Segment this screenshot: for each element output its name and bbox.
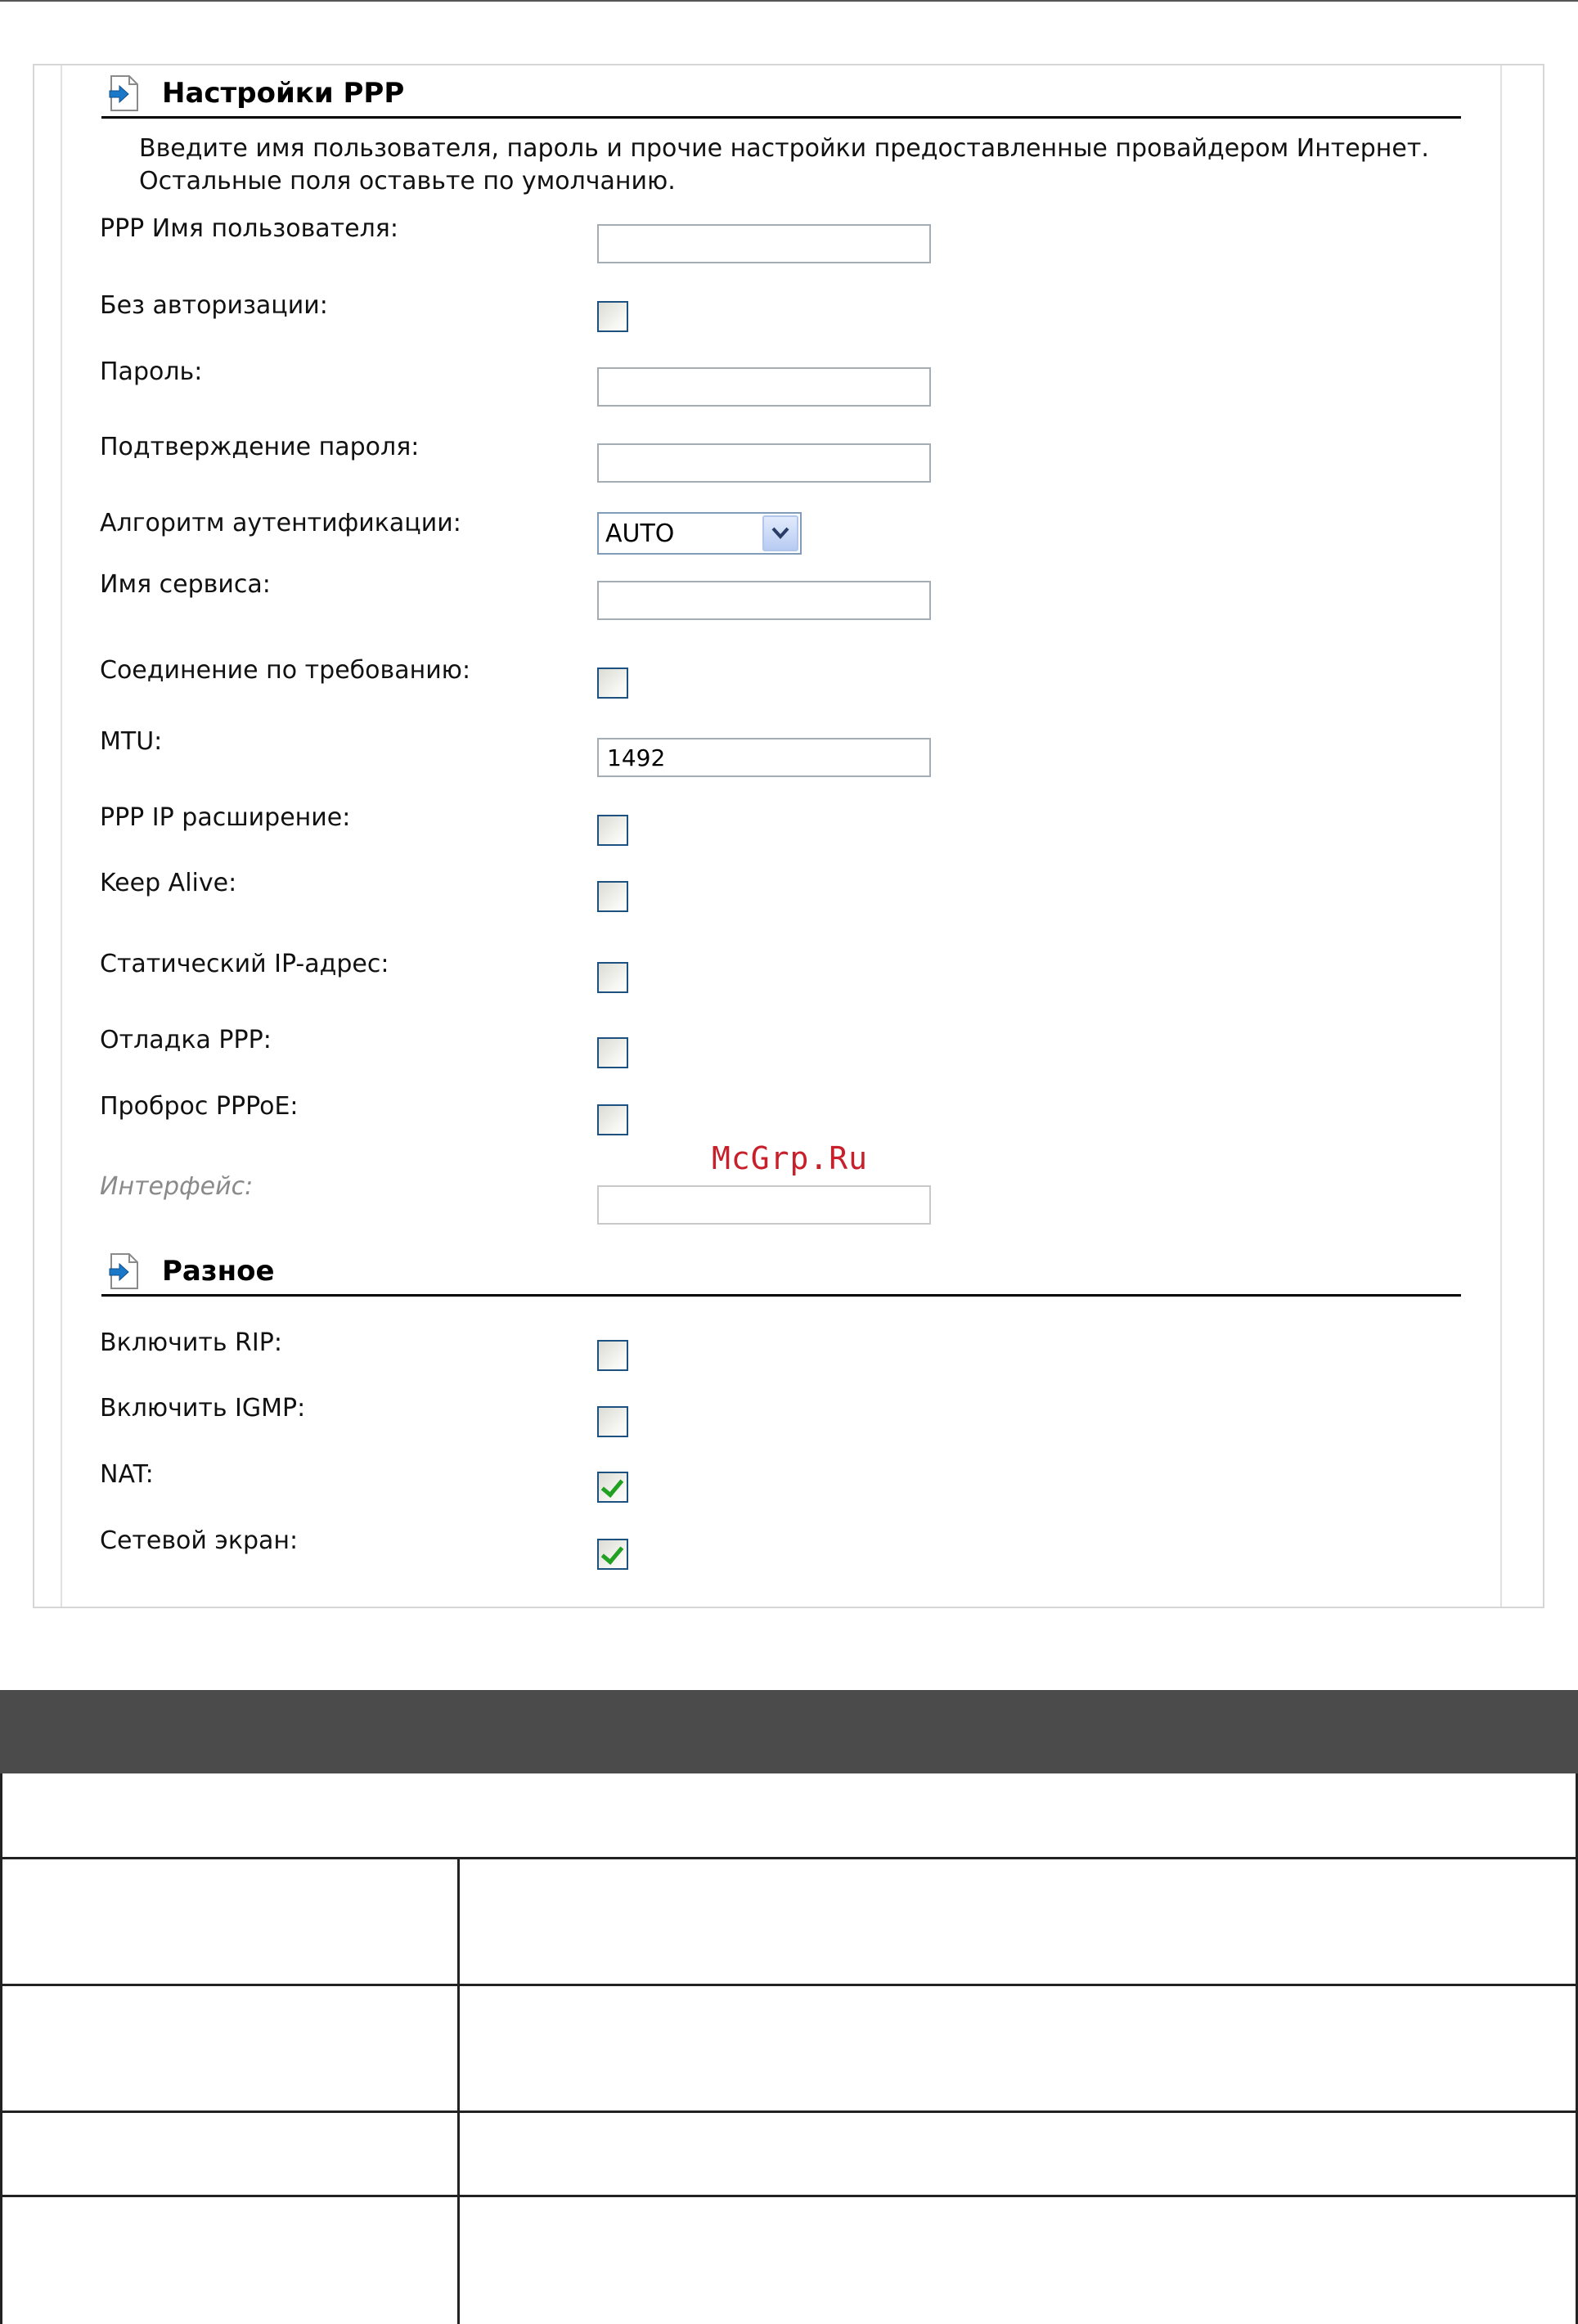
keep-alive-label: Keep Alive:: [100, 869, 237, 897]
password-confirm-label: Подтверждение пароля:: [100, 433, 420, 461]
enable-rip-label: Включить RIP:: [100, 1328, 282, 1357]
auth-algorithm-label: Алгоритм аутентификации:: [100, 509, 461, 537]
firewall-label: Сетевой экран:: [100, 1526, 299, 1555]
watermark: McGrp.Ru: [712, 1140, 869, 1176]
keep-alive-checkbox[interactable]: [597, 881, 628, 912]
password-confirm-input[interactable]: [597, 443, 931, 483]
top-rule: [0, 0, 1578, 2]
panel-right-divider: [1500, 65, 1502, 1607]
mtu-label: MTU:: [100, 727, 163, 756]
checkmark-icon: [601, 1541, 624, 1565]
service-name-input[interactable]: [597, 581, 931, 620]
ppp-debug-checkbox[interactable]: [597, 1037, 628, 1068]
chevron-down-icon[interactable]: [762, 515, 798, 551]
parameter-table: [0, 1773, 1578, 2324]
ppp-ip-extension-checkbox[interactable]: [597, 815, 628, 846]
table-cell-description: [460, 2113, 1576, 2195]
table-cell-description: [460, 1859, 1576, 1984]
ppp-debug-label: Отладка PPP:: [100, 1026, 272, 1054]
ppp-intro-text: [139, 133, 1429, 198]
service-name-label: Имя сервиса:: [100, 570, 271, 599]
pppoe-passthrough-checkbox[interactable]: [597, 1104, 628, 1135]
ppp-section-title: Настройки PPP: [162, 77, 405, 110]
table-cell-parameter: [2, 1859, 457, 1984]
interface-input: [597, 1185, 931, 1225]
interface-label: Интерфейс:: [100, 1172, 254, 1201]
password-label: Пароль:: [100, 357, 203, 386]
page-arrow-icon: [108, 1253, 139, 1289]
page-arrow-icon: [108, 75, 139, 111]
on-demand-label: Соединение по требованию:: [100, 656, 471, 685]
nat-label: NAT:: [100, 1460, 154, 1489]
ppp-ip-extension-label: PPP IP расширение:: [100, 803, 351, 832]
ppp-intro-line-1: Введите имя пользователя, пароль и прочие настройки предоставленные провайдером Интернет.: [139, 134, 1429, 163]
table-cell-parameter: [2, 1986, 457, 2110]
nat-checkbox[interactable]: [597, 1472, 628, 1503]
enable-igmp-checkbox[interactable]: [597, 1406, 628, 1437]
no-auth-label: Без авторизации:: [100, 291, 328, 320]
on-demand-checkbox[interactable]: [597, 668, 628, 699]
username-label: PPP Имя пользователя:: [100, 214, 398, 243]
ppp-section-divider: [101, 116, 1461, 119]
table-header-bar: [0, 1690, 1578, 1773]
misc-section-title: Разное: [162, 1255, 275, 1288]
pppoe-passthrough-label: Проброс PPPoE:: [100, 1092, 299, 1121]
misc-section-divider: [101, 1294, 1461, 1297]
username-input[interactable]: [597, 224, 931, 263]
static-ip-label: Статический IP-адрес:: [100, 950, 389, 978]
enable-igmp-label: Включить IGMP:: [100, 1394, 306, 1423]
panel-left-divider: [61, 65, 62, 1607]
enable-rip-checkbox[interactable]: [597, 1340, 628, 1371]
static-ip-checkbox[interactable]: [597, 962, 628, 993]
checkmark-icon: [601, 1474, 624, 1498]
table-cell-description: [460, 1986, 1576, 2110]
table-cell-parameter: [2, 2113, 457, 2195]
table-cell-description: [460, 2197, 1576, 2324]
auth-algorithm-value: AUTO: [605, 519, 675, 548]
ppp-intro-line-2: Остальные поля оставьте по умолчанию.: [139, 167, 676, 196]
firewall-checkbox[interactable]: [597, 1539, 628, 1570]
password-input[interactable]: [597, 367, 931, 407]
no-auth-checkbox[interactable]: [597, 301, 628, 332]
table-cell-parameter: [2, 2197, 457, 2324]
auth-algorithm-select[interactable]: [597, 512, 802, 555]
table-row: [2, 1773, 1576, 1857]
mtu-input[interactable]: [597, 738, 931, 777]
